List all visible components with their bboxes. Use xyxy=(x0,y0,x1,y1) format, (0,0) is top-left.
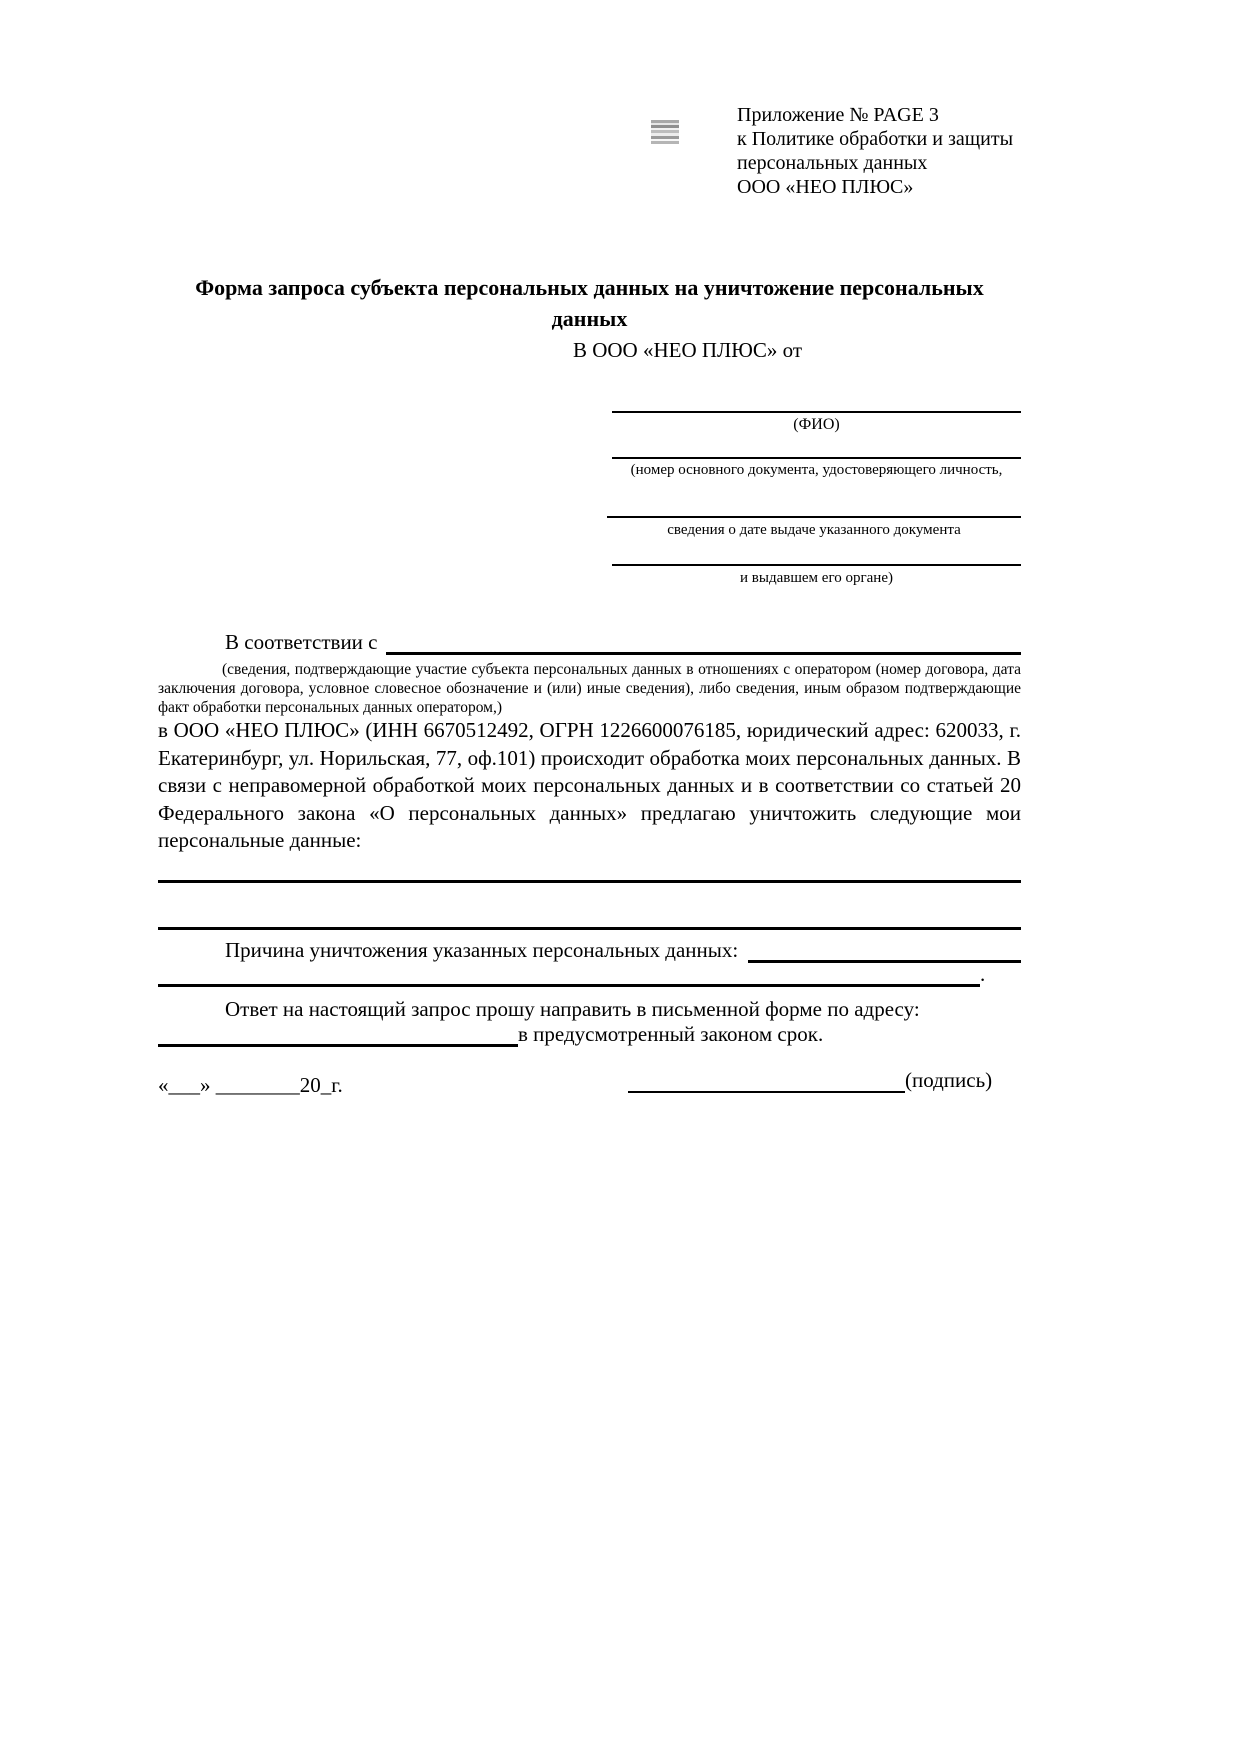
reason-fill-line[interactable] xyxy=(748,939,1021,963)
address-fill-line[interactable] xyxy=(158,1023,518,1047)
accordance-note: (сведения, подтверждающие участие субъекта персональных данных в отношениях с оператором (номер договора, дата заключения договора, условное словесное обозначение и (или) иные сведения), либо сведения, иным образом подтверждающие факт обработки персональных данных оператором,) xyxy=(158,661,1021,716)
signature-line[interactable] xyxy=(628,1069,905,1093)
accordance-fill-line[interactable] xyxy=(386,631,1022,655)
issue-date-field-line[interactable] xyxy=(607,516,1021,518)
signature-caption: (подпись) xyxy=(905,1068,993,1092)
address-row xyxy=(158,1022,1021,1047)
date-blank-text[interactable]: «___» ________20_г. xyxy=(158,1073,343,1097)
accordance-label: В соответствии с xyxy=(225,630,378,654)
reason-line-period: . xyxy=(980,962,986,986)
reason-continuation-row xyxy=(158,962,1021,987)
response-deadline-text: в предусмотренный законом срок. xyxy=(518,1022,824,1046)
document-number-field-line[interactable] xyxy=(612,457,1021,459)
issuing-authority-field-line[interactable] xyxy=(612,564,1021,566)
reason-label: Причина уничтожения указанных персональных данных: xyxy=(225,938,739,962)
fio-field-line[interactable] xyxy=(612,411,1021,413)
accordance-row xyxy=(158,630,1021,655)
response-text: Ответ на настоящий запрос прошу направить в письменной форме по адресу: xyxy=(225,997,920,1021)
signature-row xyxy=(628,1068,1028,1093)
addressee-line: В ООО «НЕО ПЛЮС» от xyxy=(572,338,803,362)
issuing-authority-caption: и выдавшем его органе) xyxy=(740,570,893,586)
fio-caption: (ФИО) xyxy=(793,416,840,433)
reason-continuation-line[interactable] xyxy=(158,963,980,987)
document-number-caption: (номер основного документа, удостоверяющего личность, xyxy=(630,462,1003,478)
body-paragraph: в ООО «НЕО ПЛЮС» (ИНН 6670512492, ОГРН 1226600076185, юридический адрес: 620033, г. Екатеринбург, ул. Норильская, 77, оф.101) происходит обработка моих персональных данных. В связи с неправомерной обработкой моих персональных данных и в соответствии со статьей 20 Федерального закона «О персональных данных» предлагаю уничтожить следующие мои персональные данные: xyxy=(158,718,1021,853)
appendix-header-line: персональных данных xyxy=(737,152,928,174)
personal-data-blank-line-1[interactable] xyxy=(158,880,1021,883)
reason-row xyxy=(158,938,1021,963)
personal-data-blank-line-2[interactable] xyxy=(158,927,1021,930)
issue-date-caption: сведения о дате выдаче указанного документа xyxy=(667,522,961,538)
appendix-header-line: Приложение № PAGE 3 xyxy=(737,104,939,126)
form-title: Форма запроса субъекта персональных данных на уничтожение персональных данных xyxy=(195,275,984,331)
appendix-header-line: к Политике обработки и защиты xyxy=(737,128,1014,150)
pixelated-image-icon xyxy=(651,120,679,144)
appendix-header xyxy=(737,103,1037,199)
appendix-header-line: ООО «НЕО ПЛЮС» xyxy=(737,176,914,198)
